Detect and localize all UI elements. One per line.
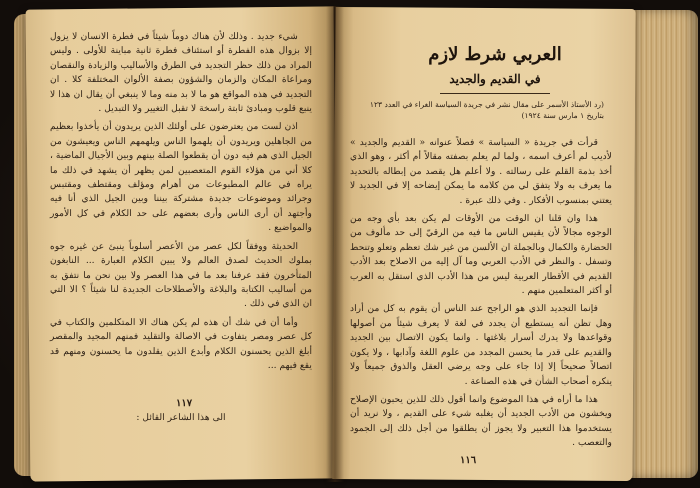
- left-page-verse-line: الى هذا الشاعر القائل :: [136, 412, 226, 423]
- book-gutter: [326, 6, 344, 482]
- article-subtitle: في القديم والجديد: [449, 72, 541, 86]
- right-paragraph: هذا ما أراه في هذا الموضوع وانما أقول ذلك للذين يحبون الإصلاح ويخشون من الأدب الجديد أن يغلبه شيء على القديم ، ولا نريد أن يستخدموا هذا التعبير ولا يجوز أن يطلقوا من أجل ذلك إلى الجمود والتعصب .: [350, 393, 612, 449]
- title-divider: [440, 93, 550, 94]
- article-source-note: (رد الأستاذ الأسمر على مقال نشر في جريدة السياسة الغراء في العدد ١٢٣ بتاريخ ١ مارس سنة ١٩٢٤): [369, 100, 604, 120]
- left-paragraph: اذن لست من يعترضون على أولئك الذين يريدون أن يأخذوا بعظيم من الجاهلين ويريدون أن يلهموا الناس ويلهمهم الناس ويعيشون من الجيل الذي هم فيه دون أن يقطعوا الصلة بينهم وبين الأجيال الماضية ، كلا أني من هؤلاء القوم المتعصبين لمن يظهر أن يشهد في ذلك ما يراه في عالم المطبوعات من أهرام ومؤلف ومقتطف ومقتبس وجرائد وموضوعات جديدة مشتركة بيننا وبين الجيل الذي أنا فيه وأجتهد أن أرى الناس وأرى بعضهم على حد الكلام في كل الأمور والمواضيع .: [50, 121, 312, 234]
- right-paragraph: فإنما التجديد الذي هو الراجح عند الناس أن يقوم به كل من أراد وهل تظن أنه يستطيع أن يجدد في لغة لا يعرف شيئاً من أصولها وقواعدها ولا يدرك أسرار بلاغتها . وانما يكون الاتصال بين الجديد والقديم على قدر ما يحسن المجدد من علوم اللغة وآدابها ، ولا يكون اتصالاً صحيحاً إلا إذا جاء على وجه يرضي العقل والذوق جميعاً ولا ينكره أصحاب الشأن في هذه الصناعة .: [350, 303, 612, 387]
- left-paragraph: الحديثة ووفقاً لكل عصر من الأعصر أسلوباً ينبئ عن غيره جوه بملوك الحديث لصدق العالم ولا يبين الكلام العبارة ... النابغون المتأخرون فقد عرفنا بعد ما في هذا العصر ولا بين نحن ما نتفق به من أساليب الكتابة والبلاغة والأصطلاحات الجديدة لنا شيئاً ؟ الا التي ان الذي في ذلك .: [50, 240, 312, 310]
- left-paragraph: شيء جديد . وذلك لأن هناك دوماً شيئاً في فطرة الانسان لا يزول إلا بزوال هذه الفطرة أو استئناف فطرة ثانية مباينة للأولى . وليس المراد من ذلك حظر التجديد في الطرق والأساليب والزيادة والنقصان ومراعاة المكان والزمان والشؤون بصفة الألوان المختلفة كلا . ان التجديد في هذه المواقع هو ما لا بد منه وما لا ينبغي أن يقال ان هذا لا ينبع قلوب ومبادئ ثابتة راسخة لا تقبل التغيير ولا التبديل .: [50, 31, 312, 115]
- left-page-number: ١١٧: [176, 398, 193, 409]
- right-page-body: [350, 136, 612, 455]
- right-paragraph: قرأت في جريدة « السياسة » فصلاً عنوانه « القديم والجديد » لأديب لم أعرف اسمه ، ولما لم يعلم بصفته مقالاً أم أكثر ، وهو الذي أخذ بذمة القلم على رسالته . ولا أعلم هل يقصد من إبطاله بالتحديد ما يعرف به ولا يتفق لي من كلامه ما يمكن إيضاحه إلا في الجديد لا يعتني بمنسوب الأفكار . وفي ذلك عبرة .: [350, 137, 612, 206]
- left-page-body: [50, 30, 312, 377]
- left-paragraph: وأما أن في شك أن هذه لم يكن هناك الا المتكلمين والكتاب في كل عصر ومصر يتفاوت في الاصالة والتقليد فمنهم المجيد والمقصر أبلغ الذين يحسنون الكلام وأبدع الذين يقلدون ما يحسنون ومنهم قد يقع فيهم ...: [50, 316, 312, 371]
- article-title: العربي شرط لازم: [428, 44, 562, 65]
- right-paragraph: هذا وان قلنا ان الوقت من الأوقات لم يكن بعد بأي وجه من الوجوه مجالاً لأن يقيس الناس ما فيه من الرقيّ إلى حد مألوف من الحضارة والكمال وبالجملة ان الألسن من غير شك تعظم وتعلو وتنحط وتسفل . والنظر في الأدب العربي وما آل إليه من الاصلاح بعد الأدب القديم في الأقطار العربية ليس من هذا الأدب الذي استقل به العرب أو أكثر المتعلمين منهم .: [350, 213, 612, 297]
- right-page-number: ١١٦: [460, 455, 477, 466]
